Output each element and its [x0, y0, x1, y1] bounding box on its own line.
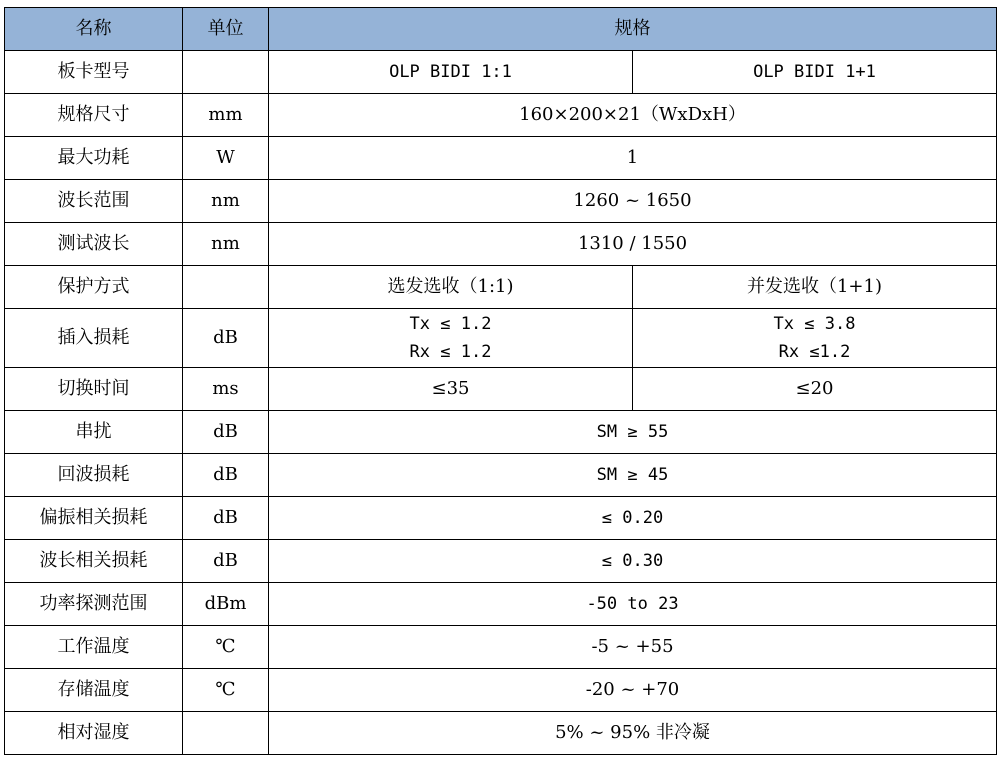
- row-name: 波长范围: [5, 180, 183, 223]
- row-value: -20 ~ +70: [269, 669, 997, 712]
- row-name: 串扰: [5, 411, 183, 454]
- row-value: ≤ 0.30: [269, 540, 997, 583]
- row-name: 波长相关损耗: [5, 540, 183, 583]
- table-row: [5, 180, 997, 223]
- row-value: 1310 / 1550: [269, 223, 997, 266]
- row-name: 规格尺寸: [5, 94, 183, 137]
- header-unit: 单位: [183, 8, 269, 51]
- row-name: 板卡型号: [5, 51, 183, 94]
- tx-value: Tx ≤ 3.8: [773, 314, 856, 334]
- row-value-b: [633, 309, 997, 368]
- table-row: [5, 223, 997, 266]
- table-row: [5, 454, 997, 497]
- row-unit: nm: [183, 223, 269, 266]
- row-name: 测试波长: [5, 223, 183, 266]
- row-value-b: 并发选收（1+1): [633, 266, 997, 309]
- row-name: 切换时间: [5, 368, 183, 411]
- table-row: [5, 368, 997, 411]
- table-row: [5, 309, 997, 368]
- row-value: -5 ~ +55: [269, 626, 997, 669]
- row-name: 偏振相关损耗: [5, 497, 183, 540]
- row-unit: ℃: [183, 669, 269, 712]
- table-row: [5, 540, 997, 583]
- row-value: -50 to 23: [269, 583, 997, 626]
- row-unit: nm: [183, 180, 269, 223]
- row-value-a: [269, 309, 633, 368]
- tx-value: Tx ≤ 1.2: [409, 314, 492, 334]
- row-unit: [183, 266, 269, 309]
- row-value: 1260 ~ 1650: [269, 180, 997, 223]
- spec-table: [4, 7, 997, 755]
- table-row: [5, 712, 997, 755]
- row-unit: dB: [183, 497, 269, 540]
- row-value-b: OLP BIDI 1+1: [633, 51, 997, 94]
- table-row: [5, 626, 997, 669]
- row-value: 5% ~ 95% 非冷凝: [269, 712, 997, 755]
- row-value-a: ≤35: [269, 368, 633, 411]
- row-unit: dB: [183, 309, 269, 368]
- row-name: 最大功耗: [5, 137, 183, 180]
- row-value-b: ≤20: [633, 368, 997, 411]
- row-name: 工作温度: [5, 626, 183, 669]
- header-spec: 规格: [269, 8, 997, 51]
- table-row: [5, 497, 997, 540]
- row-unit: dBm: [183, 583, 269, 626]
- row-unit: dB: [183, 540, 269, 583]
- table-row: [5, 51, 997, 94]
- row-name: 保护方式: [5, 266, 183, 309]
- row-unit: ms: [183, 368, 269, 411]
- row-value: ≤ 0.20: [269, 497, 997, 540]
- row-value: 160×200×21（WxDxH）: [269, 94, 997, 137]
- table-row: [5, 137, 997, 180]
- row-unit: dB: [183, 454, 269, 497]
- header-row: [5, 8, 997, 51]
- row-value: 1: [269, 137, 997, 180]
- table-row: [5, 411, 997, 454]
- row-name: 功率探测范围: [5, 583, 183, 626]
- table-row: [5, 583, 997, 626]
- row-unit: dB: [183, 411, 269, 454]
- row-unit: mm: [183, 94, 269, 137]
- table-row: [5, 669, 997, 712]
- row-value-a: OLP BIDI 1:1: [269, 51, 633, 94]
- row-name: 存储温度: [5, 669, 183, 712]
- row-name: 相对湿度: [5, 712, 183, 755]
- rx-value: Rx ≤ 1.2: [409, 342, 492, 362]
- row-unit: [183, 712, 269, 755]
- rx-value: Rx ≤1.2: [778, 342, 851, 362]
- row-name: 回波损耗: [5, 454, 183, 497]
- row-unit: [183, 51, 269, 94]
- row-value: SM ≥ 45: [269, 454, 997, 497]
- row-unit: W: [183, 137, 269, 180]
- row-value: SM ≥ 55: [269, 411, 997, 454]
- table-row: [5, 94, 997, 137]
- header-name: 名称: [5, 8, 183, 51]
- row-value-a: 选发选收（1:1): [269, 266, 633, 309]
- table-row: [5, 266, 997, 309]
- row-unit: ℃: [183, 626, 269, 669]
- row-name: 插入损耗: [5, 309, 183, 368]
